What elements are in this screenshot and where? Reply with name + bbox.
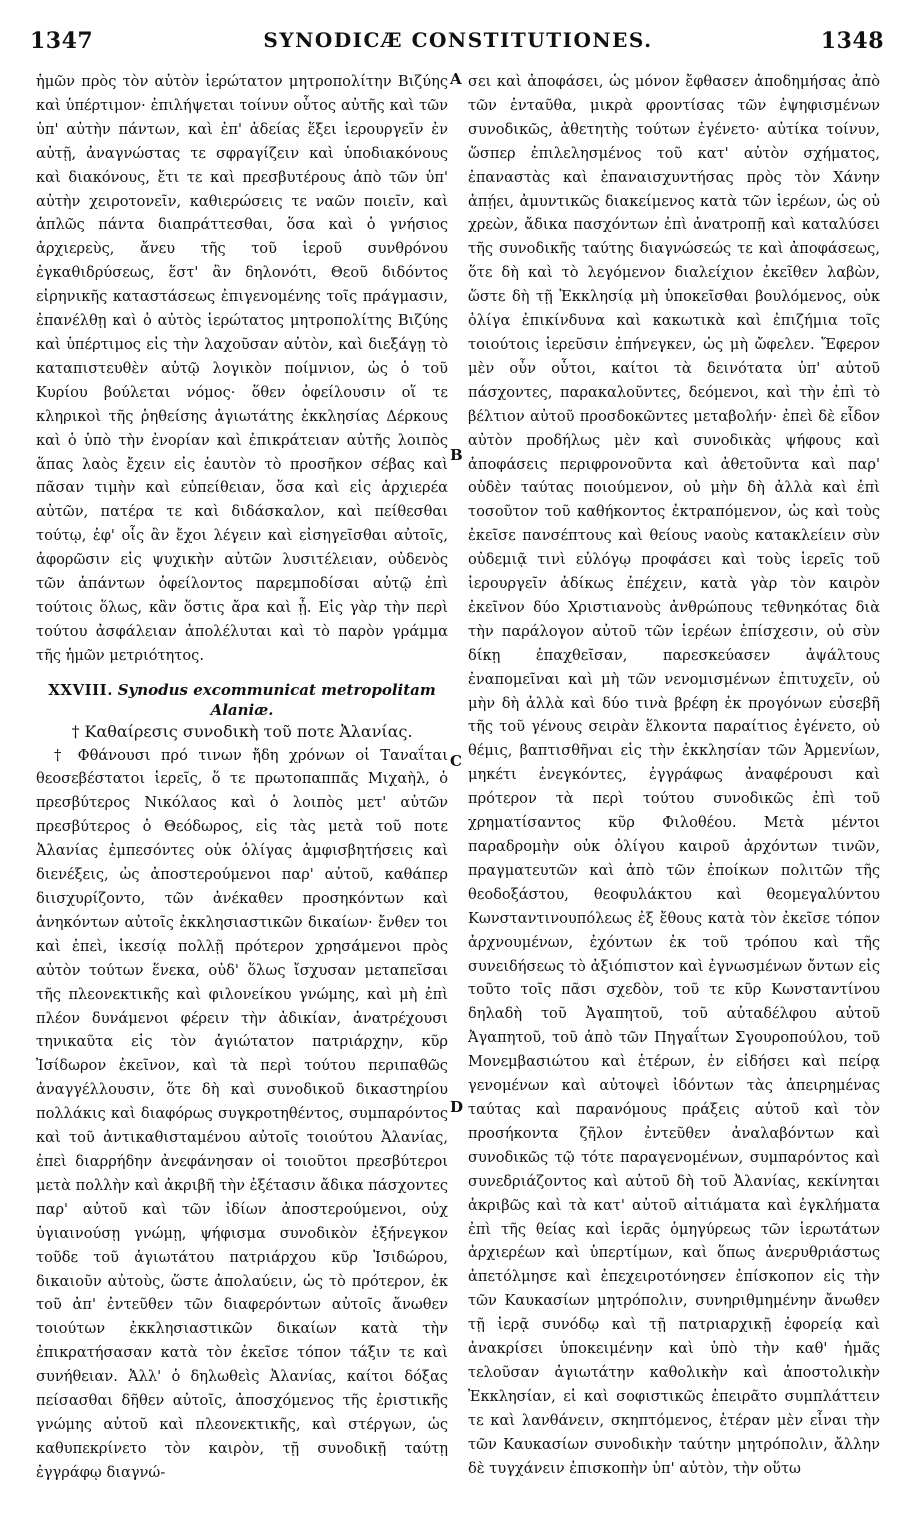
margin-marker-c: C — [450, 752, 462, 770]
margin-marker-b: B — [450, 446, 463, 464]
section-heading — [36, 680, 448, 720]
page-number-left: 1347 — [30, 28, 94, 54]
margin-marker-d: D — [450, 1098, 464, 1116]
right-column — [468, 70, 880, 1530]
section-number: XXVIII. — [48, 680, 113, 699]
left-column — [36, 70, 448, 1530]
margin-marker-a: A — [450, 70, 462, 88]
running-title: SYNODICÆ CONSTITUTIONES. — [263, 28, 653, 52]
right-paragraph-1: σει καὶ ἀποφάσει, ὡς μόνον ἔφθασεν ἀποδημήσας ἀπὸ τῶν ἐνταῦθα, μικρὰ φροντίσας τῶν ἐψηφισμένων συνοδικῶς, ἀθετητὴς τούτων ἐγένετο· αὐτίκα τοίνυν, ὥσπερ ἐπιλελησμένος τοῦ κατ' αὐτὸν σχήματος, ἐπαναστὰς καὶ ἐπαναισχυντήσας πρὸς τὸν Χάνην ἀπῄει, ἀμυντικῶς διακείμενος κατὰ τῶν ἱερέων, ὡς οὐ χρεὼν, ἄδικα πασχόντων ἐπὶ ἀνατροπῇ καὶ καταλύσει τῆς συνοδικῆς ταύτης διαγνώσεώς τε καὶ ἀποφάσεως, ὅτε δὴ καὶ τὸ λεγόμενον διαλείχιον ἐκεῖθεν λαβὼν, ὥστε δὴ τῇ Ἐκκλησίᾳ μὴ ὑποκεῖσθαι βουλόμενος, οὐκ ὀλίγα ἐπικίνδυνα καὶ κακωτικὰ καὶ ἐπιζήμια τοῖς τοιούτοις ἱερεῦσιν ἐπήνεγκεν, ὡς μὴ ὤφελεν. Ἔφερον μὲν οὖν οὗτοι, καίτοι τὰ δεινότατα ὑπ' αὐτοῦ πάσχοντες, παρακαλοῦντες, δεόμενοι, καὶ τὴν ἐπὶ τὸ βέλτιον αὐτοῦ προσδοκῶντες μεταβολήν· ἐπεὶ δὲ εἶδον αὐτὸν προδήλως μὲν καὶ συνοδικὰς ψήφους καὶ ἀποφάσεις περιφρονοῦντα καὶ ἀθετοῦντα καὶ παρ' οὐδὲν ταύτας ποιούμενον, οὐ μὴν δὴ ἀλλὰ καὶ ἐπὶ τοσοῦτον τοῦ καθήκοντος ἐκτραπόμενον, ὡς καὶ τοὺς ἐκεῖσε πανσέπτους καὶ θείους ναοὺς κατακλείειν σὺν οὐδεμιᾷ τινὶ εὐλόγῳ προφάσει καὶ τοὺς ἱερεῖς τοῦ ἱερουργεῖν ἀδίκως ἐπέχειν, κατὰ γὰρ τὸν καιρὸν ἐκεῖνον δύο Χριστιανοὺς ἀνθρώπους τεθνηκότας διὰ τὴν παράλογον αὐτοῦ τῶν ἱερέων ἐπίσχεσιν, οὐ σὺν δίκῃ ἐπαχθεῖσαν, παρεσκεύασεν ἀψάλτους ἐναπομεῖναι καὶ μὴ τῶν νενομισμένων ἐπιτυχεῖν, οὐ μὴν δὴ ἀλλὰ καὶ δύο τινὰ βρέφη ἐκ προγόνων εὐσεβῆ τῆς τοῦ γένους σειρὰν ἕλκοντα παραίτιος ἐγένετο, οὐ θέμις, βαπτισθῆναι εἰς τὴν ἐκκλησίαν τῶν Ἀρμενίων, μηκέτι ἐνεγκόντες, ἐγγράφως ἀναφέρουσι καὶ πρότερον τὰ περὶ τούτου συνοδικῶς ἐπὶ τοῦ χρηματίσαντος κῦρ Φιλοθέου. Μετὰ μέντοι παραδρομὴν οὐκ ὀλίγου καιροῦ ἀρχόντων τινῶν, πραγματευτῶν καὶ ἀπὸ τῶν ἐποίκων πολιτῶν τῆς θεοδοξάστου, θεοφυλάκτου καὶ θεομεγαλύντου Κωνσταντινουπόλεως ἐξ ἔθους κατὰ τὸν ἐκεῖσε τόπον ἀρχνουμένων, ἐχόντων ἐκ τοῦ τρόπου καὶ τῆς συνειδήσεως τὸ ἀξιόπιστον καὶ ἐγνωσμένων ὄντων εἰς τοῦτο τοῖς πᾶσι σχεδὸν, τοῦ τε κῦρ Κωνσταντίνου δηλαδὴ τοῦ Ἀγαπητοῦ, τοῦ αὐταδέλφου αὐτοῦ Ἀγαπητοῦ, τοῦ ἀπὸ τῶν Πηγαΐτων Σγουροπούλου, τοῦ Μονεμβασιώτου καὶ ἑτέρων, ἐν εἰδήσει καὶ πείρᾳ γενομένων καὶ αὐτοψεὶ ἰδόντων τὰς ἀπειρημένας ταύτας καὶ παρανόμους πράξεις αὐτοῦ καὶ τὸν προσήκοντα ζῆλον ἐντεῦθεν ἀναλαβόντων καὶ συνοδικῶς τῷ τότε παραγενομένων, συμπαρόντος καὶ συνεδριάζοντος καὶ αὐτοῦ δὴ τοῦ Ἀλανίας, κεκίνηται ἀκριβῶς καὶ τὰ κατ' αὐτοῦ αἰτιάματα καὶ ἐγκλήματα ἐπὶ τῆς θείας καὶ ἱερᾶς ὁμηγύρεως τῶν ἱερωτάτων ἀρχιερέων καὶ ὑπερτίμων, καὶ ὅπως ἀνερυθριάστως ἀπετόλμησε καὶ ἐπεχειροτόνησεν ἐπίσκοπον εἰς τὴν τῶν Καυκασίων μητρόπολιν, συνηριθμημένην ἄνωθεν τῇ ἱερᾷ συνόδῳ καὶ τῇ πατριαρχικῇ ἐφορείᾳ καὶ ἀνακρίσει ὑποκειμένην καὶ ὑπὸ τὴν καθ' ἡμᾶς τελοῦσαν ἁγιωτάτην καθολικὴν καὶ ἀποστολικὴν Ἐκκλησίαν, εἰ καὶ σοφιστικῶς ἐπειρᾶτο συμπλάττειν τε καὶ λανθάνειν, σκηπτόμενος, ἑτέραν μὲν εἶναι τὴν τῶν Καυκασίων συνοδικὴν ταύτην μητρόπολιν, ἄλλην δὲ τυγχάνειν ἐπισκοπὴν ὑπ' αὐτὸν, τὴν οὕτω — [468, 73, 880, 1477]
left-paragraph-2: † Φθάνουσι πρό τινων ἤδη χρόνων οἱ Ταναΐται θεοσεβέστατοι ἱερεῖς, ὅ τε πρωτοπαππᾶς Μιχαὴλ, ὁ πρεσβύτερος Νικόλαος καὶ ὁ λοιπὸς μετ' αὐτῶν πρεσβύτερος ὁ Θεόδωρος, εἰς τὰς μετὰ τοῦ ποτε Ἀλανίας ἐμπεσόντες οὐκ ὀλίγας ἀμφισβητήσεις καὶ διενέξεις, ὡς ἀποστερούμενοι παρ' αὐτοῦ, καθάπερ διισχυρίζοντο, τῶν ἀνέκαθεν προσηκόντων καὶ ἀνηκόντων αὐτοῖς ἐκκλησιαστικῶν δικαίων· ἔνθεν τοι καὶ ἐπεὶ, ἱκεσίᾳ πολλῇ πρότερον χρησάμενοι πρὸς αὐτὸν τούτων ἕνεκα, οὐδ' ὅλως ἴσχυσαν μεταπεῖσαι τῆς πλεονεκτικῆς καὶ φιλονείκου γνώμης, καὶ μὴ ἐπὶ πλέον δυνάμενοι φέρειν τὴν ἀδικίαν, ἀνατρέχουσι τηνικαῦτα εἰς τὸν ἁγιώτατον πατριάρχην, κῦρ Ἰσίδωρον ἐκεῖνον, καὶ τὰ περὶ τούτου περιπαθῶς ἀναγγέλλουσιν, ὅτε δὴ καὶ συνοδικοῦ δικαστηρίου πολλάκις καὶ διαφόρως συγκροτηθέντος, συμπαρόντος καὶ τοῦ ἀντικαθισταμένου αὐτοῖς τοιούτου Ἀλανίας, ἐπεὶ διαρρήδην ἀνεφάνησαν οἱ τοιοῦτοι πρεσβύτεροι μετὰ πολλὴν καὶ ἀκριβῆ τὴν ἐξέτασιν ἄδικα πάσχοντες παρ' αὐτοῦ καὶ τῶν ἰδίων ἀποστερούμενοι, οὐχ ὑγιαινούσῃ γνώμῃ, ψήφισμα συνοδικὸν ἐξήνεγκον τοῦδε τοῦ ἁγιωτάτου πατριάρχου κῦρ Ἰσιδώρου, δικαιοῦν αὐτοὺς, ὥστε ἀπολαύειν, ὡς τὸ πρότερον, ἐκ τοῦ ἀπ' ἐντεῦθεν τῶν διαφερόντων αὐτοῖς ἄνωθεν τοιούτων ἐκκλησιαστικῶν δικαίων κατὰ τὴν ἐπικρατήσασαν κατὰ τὸν ἐκεῖσε τόπον τάξιν τε καὶ συνήθειαν. Ἀλλ' ὁ δηλωθεὶς Ἀλανίας, καίτοι δόξας πείσασθαι δῆθεν αὐτοῖς, ἀποσχόμενος τῆς ἐριστικῆς γνώμης αὐτοῦ καὶ πλεονεκτικῆς, καὶ στέργων, ὡς καθυπεκρίνετο τὸν καιρὸν, τῇ συνοδικῇ ταύτῃ ἐγγράφῳ διαγνώ- — [36, 746, 448, 1481]
page-number-right: 1348 — [820, 28, 884, 54]
page-header — [0, 28, 916, 64]
section-title: Synodus excommunicat metropolitam Alaniæ. — [117, 680, 436, 719]
left-paragraph-1: ἡμῶν πρὸς τὸν αὐτὸν ἱερώτατον μητροπολίτην Βιζύης καὶ ὑπέρτιμον· ἐπιλήψεται τοίνυν οὗτος αὐτῆς καὶ τῶν ὑπ' αὐτὴν πάντων, καὶ ἐπ' ἀδείας ἕξει ἱερουργεῖν ἐν αὐτῇ, ἀναγνώστας τε σφραγίζειν καὶ ὑποδιακόνους καὶ διακόνους, ἔτι τε καὶ πρεσβυτέρους ἀπὸ τῶν ὑπ' αὐτὴν χειροτονεῖν, καθιερώσεις τε ναῶν ποιεῖν, καὶ ἁπλῶς πάντα διαπράττεσθαι, ὅσα καὶ ὁ γνήσιος ἀρχιερεὺς, ἄνευ τῆς τοῦ ἱεροῦ συνθρόνου ἐγκαθιδρύσεως, ἕστ' ἂν δηλονότι, Θεοῦ διδόντος εἰρηνικῆς καταστάσεως ἐπιγενομένης τοῖς πράγμασιν, ἐπανέλθῃ καὶ ὁ αὐτὸς ἱερώτατος μητροπολίτης Βιζύης καὶ ὑπέρτιμος εἰς τὴν λαχοῦσαν αὐτὸν, καὶ διεξάγῃ τὸ καταπιστευθὲν αὐτῷ λογικὸν ποίμνιον, ὡς ὁ τοῦ Κυρίου βούλεται νόμος· ὅθεν ὀφείλουσιν οἵ τε κληρικοὶ τῆς ῥηθείσης ἁγιωτάτης ἐκκλησίας Δέρκους καὶ ὁ ὑπὸ τὴν ἐνορίαν καὶ ἐπικράτειαν αὐτῆς λοιπὸς ἅπας λαὸς ἔχειν εἰς ἑαυτὸν τὸ προσῆκον σέβας καὶ πᾶσαν τιμὴν καὶ εὐπείθειαν, ὅσα καὶ εἰς ἀρχιερέα αὐτῶν, πατέρα τε καὶ διδάσκαλον, καὶ πείθεσθαι τούτῳ, ἐφ' οἷς ἂν ἔχοι λέγειν καὶ εἰσηγεῖσθαι αὐτοῖς, ἀφορῶσιν εἰς ψυχικὴν αὐτῶν λυσιτέλειαν, οὐδενὸς τῶν ἁπάντων ὀφείλοντος παρεμποδίσαι αὐτῷ ἐπὶ τούτοις ὅλως, κἂν ὅστις ἄρα καὶ ᾖ. Εἰς γὰρ τὴν περὶ τούτου ἀσφάλειαν ἀπολέλυται καὶ τὸ παρὸν γράμμα τῆς ἡμῶν μετριότητος. — [36, 73, 448, 664]
greek-section-title: † Καθαίρεσις συνοδικὴ τοῦ ποτε Ἀλανίας. — [71, 721, 413, 741]
